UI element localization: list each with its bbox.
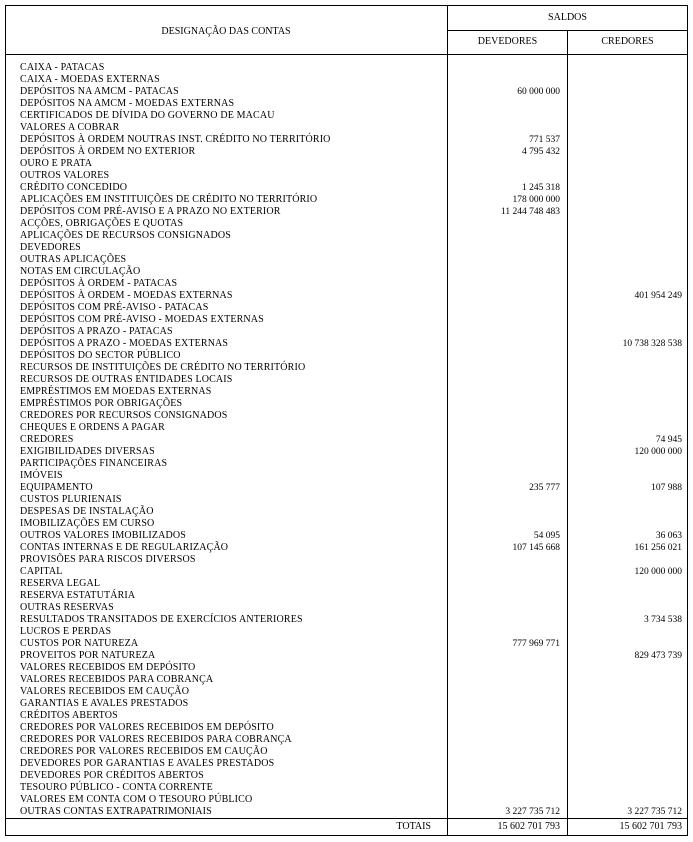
- table-row: [5, 638, 688, 650]
- table-row: [5, 266, 688, 278]
- table-row: [5, 74, 688, 86]
- table-row: [5, 566, 688, 578]
- table-row: [5, 554, 688, 566]
- account-name: APLICAÇÕES EM INSTITUIÇÕES DE CRÉDITO NO TERRITÓRIO: [20, 194, 318, 205]
- totals-label: TOTAIS: [396, 821, 431, 832]
- table-row: [5, 530, 688, 542]
- account-name: DEPÓSITOS NA AMCM - MOEDAS EXTERNAS: [20, 98, 235, 109]
- devedores-value: 107 145 668: [512, 543, 560, 553]
- table-row: [5, 146, 688, 158]
- table-row: [5, 590, 688, 602]
- frame-top: [5, 5, 688, 6]
- credores-value: 74 945: [655, 435, 682, 445]
- account-name: CERTIFICADOS DE DÍVIDA DO GOVERNO DE MACAU: [20, 110, 275, 121]
- account-name: VALORES A COBRAR: [20, 122, 120, 133]
- header-bottom-line: [5, 54, 688, 55]
- table-row: [5, 278, 688, 290]
- account-name: CREDORES: [20, 434, 74, 445]
- table-row: [5, 422, 688, 434]
- account-name: DEPÓSITOS À ORDEM NOUTRAS INST. CRÉDITO NO TERRITÓRIO: [20, 134, 331, 145]
- devedores-value: 3 227 735 712: [505, 807, 560, 817]
- devedores-value: 11 244 748 483: [500, 207, 560, 217]
- account-name: VALORES EM CONTA COM O TESOURO PÚBLICO: [20, 794, 253, 805]
- table-row: [5, 602, 688, 614]
- account-name: NOTAS EM CIRCULAÇÃO: [20, 266, 141, 277]
- totals-credores: 15 602 701 793: [619, 821, 682, 832]
- account-name: OUTRAS APLICAÇÕES: [20, 254, 127, 265]
- devedores-value: 1 245 318: [522, 183, 560, 193]
- table-row: [5, 410, 688, 422]
- table-row: [5, 338, 688, 350]
- table-row: [5, 794, 688, 806]
- table-row: [5, 386, 688, 398]
- account-name: CAPITAL: [20, 566, 63, 577]
- account-name: CAIXA - MOEDAS EXTERNAS: [20, 74, 160, 85]
- devedores-value: 178 000 000: [512, 195, 560, 205]
- table-row: [5, 134, 688, 146]
- balance-sheet-table: [5, 5, 688, 836]
- table-row: [5, 806, 688, 818]
- account-name: EXIGIBILIDADES DIVERSAS: [20, 446, 155, 457]
- account-name: LUCROS E PERDAS: [20, 626, 112, 637]
- table-row: [5, 86, 688, 98]
- table-row: [5, 182, 688, 194]
- account-name: CREDORES POR VALORES RECEBIDOS EM DEPÓSITO: [20, 722, 274, 733]
- account-name: PARTICIPAÇÕES FINANCEIRAS: [20, 458, 168, 469]
- credores-value: 3 227 735 712: [627, 807, 682, 817]
- table-row: [5, 746, 688, 758]
- table-row: [5, 650, 688, 662]
- account-name: CREDORES POR VALORES RECEBIDOS EM CAUÇÃO: [20, 746, 268, 757]
- devedores-value: 777 969 771: [512, 639, 560, 649]
- credores-value: 120 000 000: [634, 447, 682, 457]
- table-row: [5, 578, 688, 590]
- account-name: CAIXA - PATACAS: [20, 62, 105, 73]
- table-row: [5, 482, 688, 494]
- totals-top-line: [5, 818, 688, 819]
- account-name: CUSTOS PLURIENAIS: [20, 494, 122, 505]
- table-row: [5, 362, 688, 374]
- table-row: [5, 350, 688, 362]
- header-saldos: SALDOS: [548, 12, 587, 23]
- account-name: GARANTIAS E AVALES PRESTADOS: [20, 698, 189, 709]
- table-row: [5, 242, 688, 254]
- account-name: OUTRAS CONTAS EXTRAPATRIMONIAIS: [20, 806, 212, 817]
- account-name: CHEQUES E ORDENS A PAGAR: [20, 422, 165, 433]
- table-row: [5, 614, 688, 626]
- header-credores: CREDORES: [601, 36, 654, 47]
- table-row: [5, 62, 688, 74]
- account-name: RESULTADOS TRANSITADOS DE EXERCÍCIOS ANTERIORES: [20, 614, 303, 625]
- credores-value: 3 734 538: [644, 615, 682, 625]
- table-row: [5, 206, 688, 218]
- account-name: VALORES RECEBIDOS PARA COBRANÇA: [20, 674, 214, 685]
- account-name: DEPÓSITOS A PRAZO - PATACAS: [20, 326, 173, 337]
- account-name: VALORES RECEBIDOS EM DEPÓSITO: [20, 662, 196, 673]
- table-row: [5, 734, 688, 746]
- header-designacao: DESIGNAÇÃO DAS CONTAS: [161, 26, 291, 37]
- account-name: PROVEITOS POR NATUREZA: [20, 650, 156, 661]
- account-name: DEPÓSITOS COM PRÉ-AVISO - MOEDAS EXTERNAS: [20, 314, 264, 325]
- table-row: [5, 542, 688, 554]
- header-devedores: DEVEDORES: [477, 36, 538, 47]
- account-name: CRÉDITOS ABERTOS: [20, 710, 118, 721]
- table-row: [5, 446, 688, 458]
- account-name: RECURSOS DE OUTRAS ENTIDADES LOCAIS: [20, 374, 233, 385]
- table-row: [5, 122, 688, 134]
- table-row: [5, 194, 688, 206]
- table-row: [5, 218, 688, 230]
- table-row: [5, 506, 688, 518]
- frame-bottom: [5, 835, 688, 836]
- account-name: DEPÓSITOS COM PRÉ-AVISO E A PRAZO NO EXTERIOR: [20, 206, 281, 217]
- table-row: [5, 98, 688, 110]
- account-name: APLICAÇÕES DE RECURSOS CONSIGNADOS: [20, 230, 231, 241]
- table-row: [5, 326, 688, 338]
- table-row: [5, 710, 688, 722]
- account-name: DEPÓSITOS COM PRÉ-AVISO - PATACAS: [20, 302, 209, 313]
- account-name: RESERVA LEGAL: [20, 578, 101, 589]
- table-row: [5, 158, 688, 170]
- devedores-value: 235 777: [529, 483, 560, 493]
- table-row: [5, 290, 688, 302]
- account-name: EQUIPAMENTO: [20, 482, 93, 493]
- totals-devedores: 15 602 701 793: [497, 821, 560, 832]
- account-name: OUTROS VALORES: [20, 170, 110, 181]
- devedores-value: 4 795 432: [522, 147, 560, 157]
- table-row: [5, 254, 688, 266]
- account-name: CRÉDITO CONCEDIDO: [20, 182, 128, 193]
- credores-value: 120 000 000: [634, 567, 682, 577]
- table-row: [5, 626, 688, 638]
- table-row: [5, 782, 688, 794]
- account-name: TESOURO PÚBLICO - CONTA CORRENTE: [20, 782, 213, 793]
- table-row: [5, 170, 688, 182]
- account-name: DEPÓSITOS A PRAZO - MOEDAS EXTERNAS: [20, 338, 229, 349]
- account-name: OURO E PRATA: [20, 158, 93, 169]
- credores-value: 107 988: [651, 483, 682, 493]
- account-name: ACÇÕES, OBRIGAÇÕES E QUOTAS: [20, 218, 184, 229]
- account-name: PROVISÕES PARA RISCOS DIVERSOS: [20, 554, 196, 565]
- account-name: IMOBILIZAÇÕES EM CURSO: [20, 518, 155, 529]
- table-row: [5, 314, 688, 326]
- devedores-value: 54 095: [533, 531, 560, 541]
- account-name: CREDORES POR VALORES RECEBIDOS PARA COBRANÇA: [20, 734, 292, 745]
- table-row: [5, 674, 688, 686]
- account-name: DEPÓSITOS NA AMCM - PATACAS: [20, 86, 179, 97]
- account-name: DEPÓSITOS DO SECTOR PÚBLICO: [20, 350, 181, 361]
- account-name: RECURSOS DE INSTITUIÇÕES DE CRÉDITO NO TERRITÓRIO: [20, 362, 306, 373]
- table-row: [5, 662, 688, 674]
- account-name: OUTROS VALORES IMOBILIZADOS: [20, 530, 186, 541]
- account-name: DEPÓSITOS À ORDEM NO EXTERIOR: [20, 146, 196, 157]
- account-name: CUSTOS POR NATUREZA: [20, 638, 139, 649]
- account-name: VALORES RECEBIDOS EM CAUÇÃO: [20, 686, 190, 697]
- credores-value: 401 954 249: [634, 291, 682, 301]
- account-name: OUTRAS RESERVAS: [20, 602, 114, 613]
- table-row: [5, 230, 688, 242]
- account-name: DEVEDORES POR CRÉDITOS ABERTOS: [20, 770, 204, 781]
- table-row: [5, 302, 688, 314]
- account-name: IMÓVEIS: [20, 470, 63, 481]
- account-name: RESERVA ESTATUTÁRIA: [20, 590, 136, 601]
- account-name: DEVEDORES POR GARANTIAS E AVALES PRESTADOS: [20, 758, 275, 769]
- account-name: EMPRÉSTIMOS EM MOEDAS EXTERNAS: [20, 386, 212, 397]
- account-rows: [5, 62, 688, 818]
- credores-value: 36 063: [655, 531, 682, 541]
- table-row: [5, 374, 688, 386]
- account-name: DEPÓSITOS À ORDEM - PATACAS: [20, 278, 178, 289]
- table-row: [5, 470, 688, 482]
- table-row: [5, 686, 688, 698]
- table-row: [5, 758, 688, 770]
- table-row: [5, 110, 688, 122]
- credores-value: 829 473 739: [634, 651, 682, 661]
- table-row: [5, 722, 688, 734]
- devedores-value: 60 000 000: [517, 87, 560, 97]
- table-row: [5, 518, 688, 530]
- credores-value: 10 738 328 538: [622, 339, 682, 349]
- account-name: EMPRÉSTIMOS POR OBRIGAÇÕES: [20, 398, 183, 409]
- devedores-value: 771 537: [529, 135, 560, 145]
- account-name: DESPESAS DE INSTALAÇÃO: [20, 506, 154, 517]
- account-name: DEPÓSITOS À ORDEM - MOEDAS EXTERNAS: [20, 290, 233, 301]
- table-row: [5, 494, 688, 506]
- credores-value: 161 256 021: [634, 543, 682, 553]
- account-name: CONTAS INTERNAS E DE REGULARIZAÇÃO: [20, 542, 229, 553]
- table-row: [5, 698, 688, 710]
- table-row: [5, 398, 688, 410]
- account-name: CREDORES POR RECURSOS CONSIGNADOS: [20, 410, 228, 421]
- table-row: [5, 434, 688, 446]
- table-row: [5, 770, 688, 782]
- account-name: DEVEDORES: [20, 242, 81, 253]
- table-row: [5, 458, 688, 470]
